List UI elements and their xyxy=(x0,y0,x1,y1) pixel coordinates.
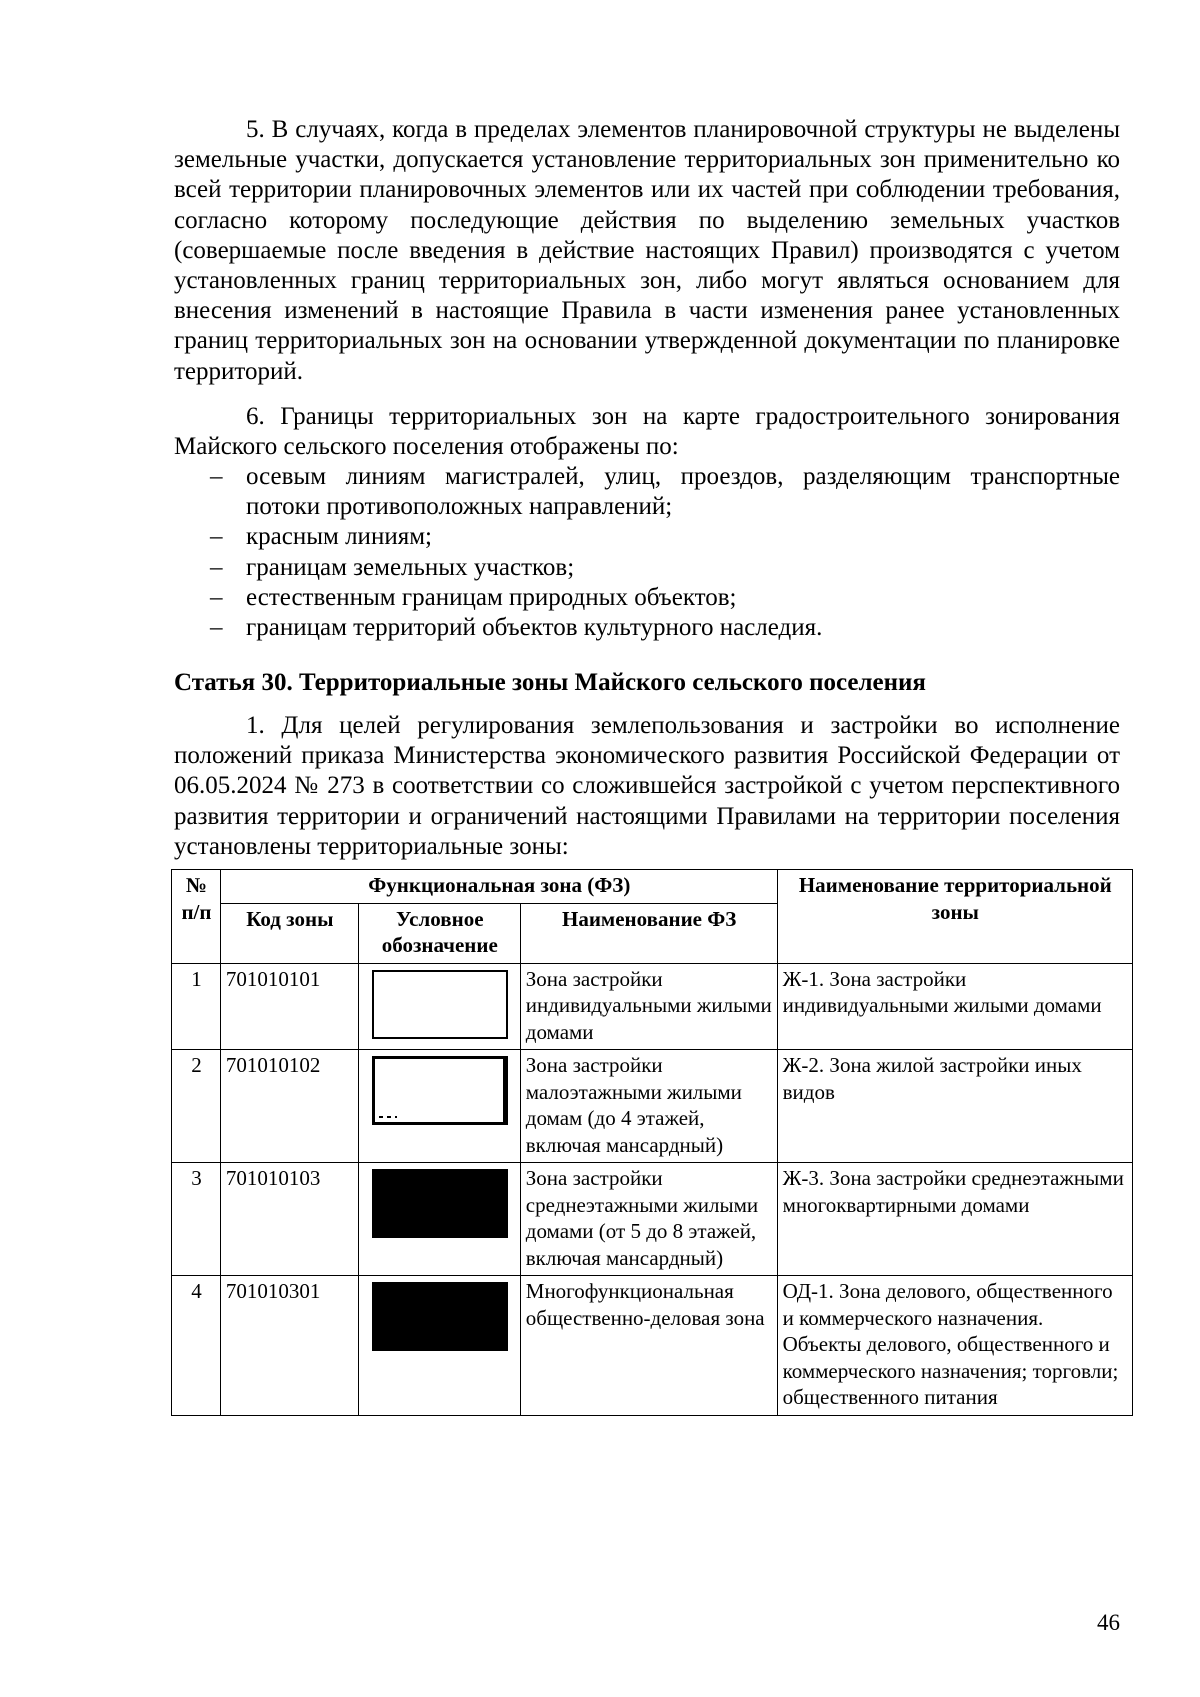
list-item xyxy=(174,522,1120,552)
row-fz-name: Зона застройки малоэтажными жилыми домам (до 4 этажей, включая мансардный) xyxy=(520,1050,777,1163)
territorial-zone-title: ОД-1. Зона делового, общественного и коммерческого назначения. xyxy=(782,1279,1113,1330)
header-fz-name: Наименование ФЗ xyxy=(520,903,777,963)
boundary-list xyxy=(174,462,1120,643)
table-row xyxy=(172,1163,1133,1276)
paragraph-5: 5. В случаях, когда в пределах элементов планировочной структуры не выделены земельные участки, допускается установление территориальных зон применительно ко всей территории планировочных элементов или их частей при соблюдении требования, согласно которому последующие действия по выделению земельных участков (совершаемые после введения в действие настоящих Правил) производятся с учетом установленных границ территориальных зон, либо могут являться основанием для внесения изменений в настоящие Правила в части изменения ранее установленных границ территориальных зон на основании утвержденной документации по планировке территорий. xyxy=(174,116,1120,385)
dash-marker: – xyxy=(210,614,223,642)
table-header-row xyxy=(172,870,1133,904)
table-row xyxy=(172,1050,1133,1163)
list-item-text: осевым линиям магистралей, улиц, проездов, разделяющим транспортные потоки противоположных направлений; xyxy=(246,463,1120,521)
row-territorial-zone xyxy=(777,1276,1132,1416)
header-territorial-zone: Наименование территориальной зоны xyxy=(777,870,1132,964)
row-symbol xyxy=(358,1276,520,1416)
article-paragraph-1-block xyxy=(174,711,1120,862)
list-item xyxy=(174,553,1120,583)
list-item-text: естественным границам природных объектов; xyxy=(246,583,737,611)
dash-marker: – xyxy=(210,463,223,490)
article-paragraph-1: 1. Для целей регулирования землепользования и застройки во исполнение положений приказа Министерства экономического развития Российской Федерации от 06.05.2024 № 273 в соответствии со сложившейся застройкой с учетом перспективного развития территории и ограничений настоящими Правилами на территории поселения установлены территориальные зоны: xyxy=(174,712,1120,860)
row-fz-name: Зона застройки среднеэтажными жилыми домами (от 5 до 8 этажей, включая мансардный) xyxy=(520,1163,777,1276)
row-code: 701010101 xyxy=(220,963,358,1050)
zone-symbol-swatch xyxy=(372,970,508,1039)
paragraph-6-block xyxy=(174,402,1120,462)
row-territorial-zone: Ж-3. Зона застройки среднеэтажными многоквартирными домами xyxy=(777,1163,1132,1276)
header-symbol: Условное обозначение xyxy=(358,903,520,963)
row-fz-name: Зона застройки индивидуальными жилыми домами xyxy=(520,963,777,1050)
row-num: 3 xyxy=(172,1163,221,1276)
zone-symbol-swatch xyxy=(372,1169,508,1238)
list-item-text: границам территорий объектов культурного наследия. xyxy=(246,614,823,642)
header-code: Код зоны xyxy=(220,903,358,963)
row-code: 701010301 xyxy=(220,1276,358,1416)
row-territorial-zone: Ж-2. Зона жилой застройки иных видов xyxy=(777,1050,1132,1163)
list-item-text: красным линиям; xyxy=(246,523,432,551)
row-symbol xyxy=(358,1163,520,1276)
row-symbol xyxy=(358,1050,520,1163)
row-symbol xyxy=(358,963,520,1050)
header-num: № п/п xyxy=(172,870,221,964)
zones-table xyxy=(171,869,1133,1416)
list-item-text: границам земельных участков; xyxy=(246,553,575,581)
row-num: 2 xyxy=(172,1050,221,1163)
page-number: 46 xyxy=(1097,1610,1120,1635)
paragraph-6: 6. Границы территориальных зон на карте градостроительного зонирования Майского сельского поселения отображены по: xyxy=(174,403,1120,461)
row-code: 701010103 xyxy=(220,1163,358,1276)
list-item xyxy=(174,462,1120,522)
table-row xyxy=(172,963,1133,1050)
row-territorial-zone: Ж-1. Зона застройки индивидуальными жилыми домами xyxy=(777,963,1132,1050)
row-num: 4 xyxy=(172,1276,221,1416)
table-row xyxy=(172,1276,1133,1416)
zone-symbol-swatch xyxy=(372,1282,508,1351)
dash-marker: – xyxy=(210,523,223,551)
list-item xyxy=(174,613,1120,643)
article-heading: Статья 30. Территориальные зоны Майского сельского поселения xyxy=(174,669,926,696)
dash-marker: – xyxy=(210,583,223,611)
row-fz-name: Многофункциональная общественно-деловая зона xyxy=(520,1276,777,1416)
dash-marker: – xyxy=(210,553,223,581)
paragraph-5-block xyxy=(174,115,1120,387)
row-code: 701010102 xyxy=(220,1050,358,1163)
header-functional-zone: Функциональная зона (ФЗ) xyxy=(220,870,777,904)
zone-symbol-swatch xyxy=(372,1056,508,1125)
territorial-zone-objects: Объекты делового, общественного и коммерческого назначения; торговли; общественного питания xyxy=(782,1332,1119,1409)
list-item xyxy=(174,583,1120,613)
row-num: 1 xyxy=(172,963,221,1050)
